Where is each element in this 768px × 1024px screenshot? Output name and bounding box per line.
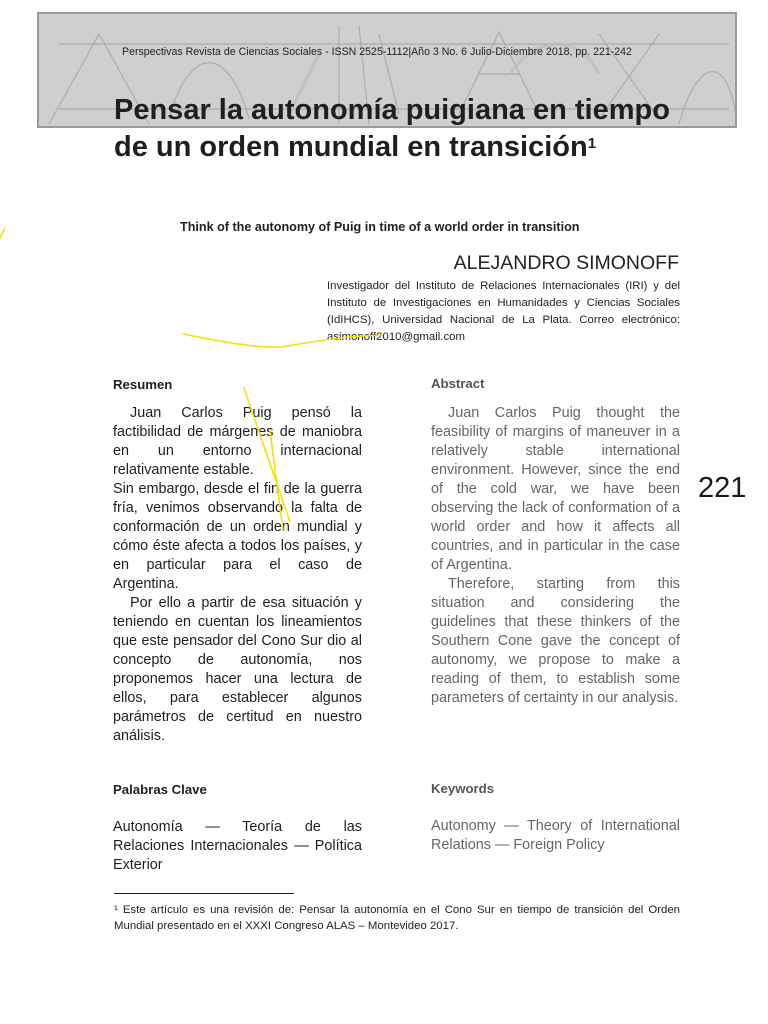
resumen-paragraph: Juan Carlos Puig pensó la factibilidad de márgenes de maniobra en un entorno internacional relativamente estable. (113, 405, 362, 478)
page-number: 221 (698, 472, 747, 504)
abstract-paragraph: Therefore, starting from this situation and considering the guidelines that these thinkers of the Southern Cone gave the concept of autonomy, we propose to make a reading of them, to establish some parameters of certainty in our analysis. (431, 576, 680, 706)
abstract-paragraph: Juan Carlos Puig thought the feasibility of margins of maneuver in a relatively stable international environment. However, since the end of the cold war, we have been observing the lack of conformation of a world order and how it affects all countries, and in particular in the case of Argentina. (431, 405, 680, 573)
footnote-rule (114, 893, 294, 894)
resumen-heading: Resumen (113, 377, 173, 392)
author-affiliation: Investigador del Instituto de Relaciones Internacionales (IRI) y del Instituto de Investigaciones en Humanidades y Ciencias Sociales (IdIHCS), Universidad Nacional de La Plata. Correo electrónico: asimonoff2010@gmail.com (327, 280, 680, 343)
article-title (114, 92, 674, 166)
keywords-text: Autonomy — Theory of International Relations — Foreign Policy (431, 818, 680, 853)
resumen-paragraph: Sin embargo, desde el fin de la guerra fría, venimos observando la falta de conformación de un orden mundial y cómo éste afecta a todos los países, y en particular para el caso de Argentina. (113, 481, 362, 592)
resumen-body (113, 404, 362, 746)
footnote: ¹ Este artículo es una revisión de: Pensar la autonomía en el Cono Sur en tiempo de transición del Orden Mundial presentado en el XXXI Congreso ALAS – Montevideo 2017. (114, 904, 680, 932)
english-title: Think of the autonomy of Puig in time of a world order in transition (180, 220, 580, 234)
journal-citation: Perspectivas Revista de Ciencias Sociales - ISSN 2525-1112|Año 3 No. 6 Julio-Diciembre 2018, pp. 221-242 (122, 46, 632, 58)
palabras-clave-text: Autonomía — Teoría de las Relaciones Internacionales — Política Exterior (113, 819, 362, 873)
abstract-body (431, 404, 680, 708)
resumen-paragraph: Por ello a partir de esa situación y teniendo en cuentan los lineamientos que este pensador del Cono Sur dio al concepto de autonomía, nos proponemos hacer una lectura de ellos, para establecer algunos parámetros de certitud en nuestro análisis. (113, 595, 362, 744)
author-name: ALEJANDRO SIMONOFF (453, 252, 679, 274)
annotation-stroke (0, 228, 5, 238)
keywords-heading: Keywords (431, 781, 495, 796)
title-footnote-mark: 1 (587, 135, 597, 152)
article-title-text: Pensar la autonomía puigiana en tiempo de un orden mundial en transición (114, 94, 670, 163)
abstract-heading: Abstract (431, 376, 485, 391)
palabras-clave-heading: Palabras Clave (113, 782, 207, 797)
